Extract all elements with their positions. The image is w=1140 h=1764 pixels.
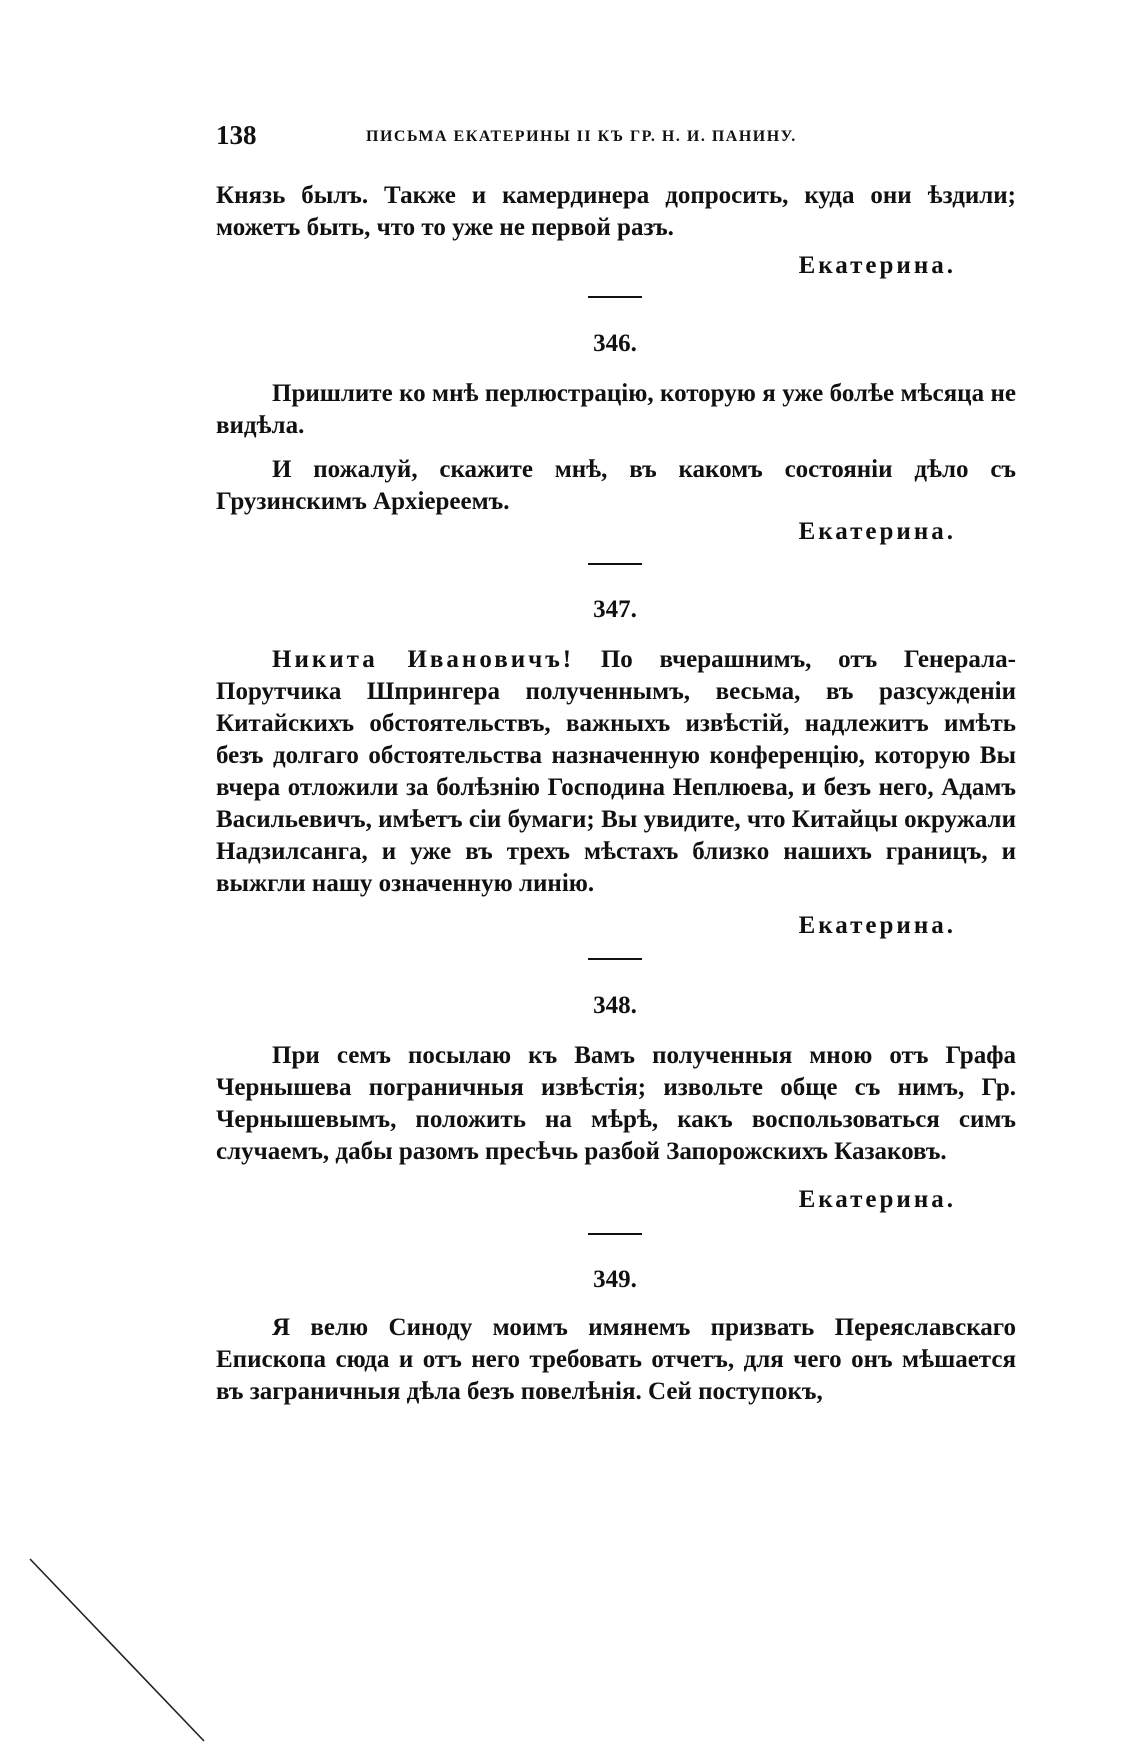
letter-paragraph: И пожалуй, скажите мнѣ, въ какомъ состояніи дѣло съ Грузинскимъ Архіереемъ. xyxy=(216,456,1016,515)
letter-paragraph: При семъ посылаю къ Вамъ полученныя мною отъ Графа Чернышева пограничныя извѣстія; извольте обще съ нимъ, Гр. Чернышевымъ, положить на мѣрѣ, какъ воспользоваться симъ случаемъ, дабы разомъ пресѣчь разбой Запорожскихъ Казаковъ. xyxy=(216,1042,1016,1165)
letter-number: 348. xyxy=(593,992,637,1019)
section-divider xyxy=(588,958,642,960)
section-divider xyxy=(588,1233,642,1235)
section-divider xyxy=(588,563,642,565)
letter-number: 347. xyxy=(593,596,637,623)
running-head: ПИСЬМА ЕКАТЕРИНЫ II КЪ ГР. Н. И. ПАНИНУ. xyxy=(366,128,797,145)
scan-line-artifact xyxy=(28,1555,208,1745)
page-header xyxy=(216,120,1016,160)
signature: Екатерина. xyxy=(798,1186,956,1213)
signature: Екатерина. xyxy=(798,912,956,939)
page-number: 138 xyxy=(216,120,257,150)
letter-paragraph: Я велю Синоду моимъ имянемъ призвать Переяславскаго Епископа сюда и отъ него требовать отчетъ, для чего онъ мѣшается въ заграничныя дѣла безъ повелѣнія. Сей поступокъ, xyxy=(216,1314,1016,1405)
letter-paragraph: Пришлите ко мнѣ перлюстрацію, которую я уже болѣе мѣсяца не видѣла. xyxy=(216,380,1016,439)
salutation: Никита Ивановичъ! xyxy=(272,646,575,673)
letter-number: 346. xyxy=(593,330,637,357)
letter-text: По вчерашнимъ, отъ Генерала-Порутчика Шпрингера полученнымъ, весьма, въ разсужденіи Китайскихъ обстоятельствъ, важныхъ извѣстій, надлежитъ имѣть безъ долгаго обстоятельства назначенную конференцію, которую Вы вчера отложили за болѣзнію Господина Неплюева, и безъ него, Адамъ Васильевичъ, имѣетъ сіи бумаги; Вы увидите, что Китайцы окружали Надзилсанга, и уже въ трехъ мѣстахъ близко нашихъ границъ, и выжгли нашу означенную линію. xyxy=(216,646,1016,897)
letter-paragraph xyxy=(216,644,1016,900)
letter-number: 349. xyxy=(593,1266,637,1293)
signature: Екатерина. xyxy=(798,252,956,279)
continuation-paragraph: Князь былъ. Также и камердинера допросить, куда они ѣздили; можетъ быть, что то уже не первой разъ. xyxy=(216,182,1016,241)
section-divider xyxy=(588,296,642,298)
signature: Екатерина. xyxy=(798,518,956,545)
